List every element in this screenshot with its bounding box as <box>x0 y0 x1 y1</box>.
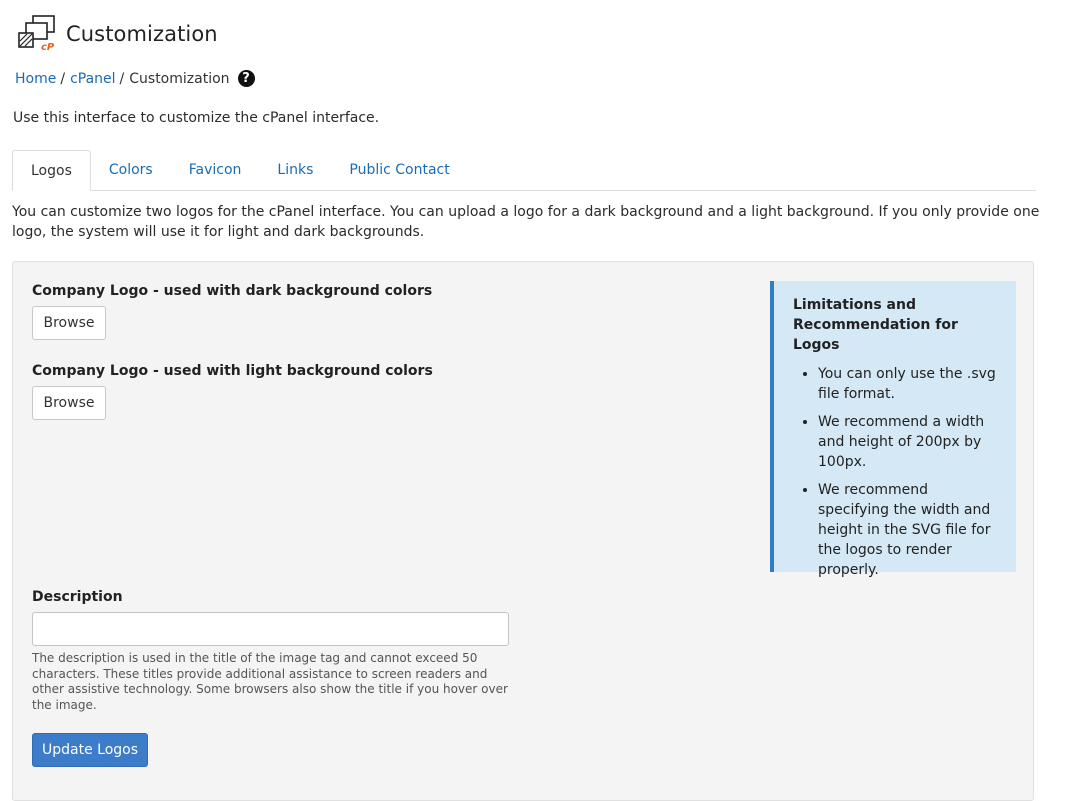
callout-item: • We recommend specifying the width and height in the SVG file for the logos to render properly. <box>818 480 1000 580</box>
breadcrumb <box>15 70 255 87</box>
tab-colors[interactable]: Colors <box>108 162 153 178</box>
tab-public-contact[interactable]: Public Contact <box>349 162 450 178</box>
logos-description: You can customize two logos for the cPanel interface. You can upload a logo for a dark background and a light background. If you only provide one logo, the system will use it for light and dark backgrounds. <box>12 204 1040 240</box>
tab-links[interactable]: Links <box>277 162 314 178</box>
light-logo-label: Company Logo - used with light background colors <box>32 363 433 379</box>
light-logo-browse-button[interactable]: Browse <box>32 386 106 420</box>
breadcrumb-separator: / <box>119 70 125 87</box>
svg-text:cP: cP <box>41 42 55 53</box>
dark-logo-browse-button[interactable]: Browse <box>32 306 106 340</box>
update-logos-button[interactable]: Update Logos <box>32 733 148 767</box>
logo-limitations-callout <box>770 281 1016 578</box>
callout-item: • We recommend a width and height of 200px by 100px. <box>818 412 1000 472</box>
callout-item: • You can only use the .svg file format. <box>818 364 1000 404</box>
description-label: Description <box>32 589 123 605</box>
description-help-text: The description is used in the title of the image tag and cannot exceed 50 characters. These titles provide additional assistance to screen readers and other assistive technology. Some browsers also show the title if you hover over the image. <box>32 651 508 712</box>
callout-list <box>793 364 1000 580</box>
page-title: Customization <box>66 22 218 46</box>
tab-bar <box>12 150 1036 191</box>
page-header <box>16 14 218 54</box>
customization-app-icon <box>16 14 56 54</box>
intro-text: Use this interface to customize the cPanel interface. <box>13 110 380 126</box>
breadcrumb-home-link[interactable]: Home <box>15 70 57 87</box>
callout-title: Limitations and Recommendation for Logos <box>793 297 958 353</box>
tab-favicon[interactable]: Favicon <box>188 162 242 178</box>
help-icon[interactable]: ? <box>238 70 255 87</box>
breadcrumb-current: Customization <box>129 70 230 87</box>
description-input[interactable] <box>32 612 509 646</box>
breadcrumb-separator: / <box>60 70 66 87</box>
logos-panel <box>12 261 1034 801</box>
tab-logos[interactable]: Logos <box>12 150 91 191</box>
breadcrumb-cpanel-link[interactable]: cPanel <box>70 70 116 87</box>
dark-logo-label: Company Logo - used with dark background colors <box>32 283 433 299</box>
